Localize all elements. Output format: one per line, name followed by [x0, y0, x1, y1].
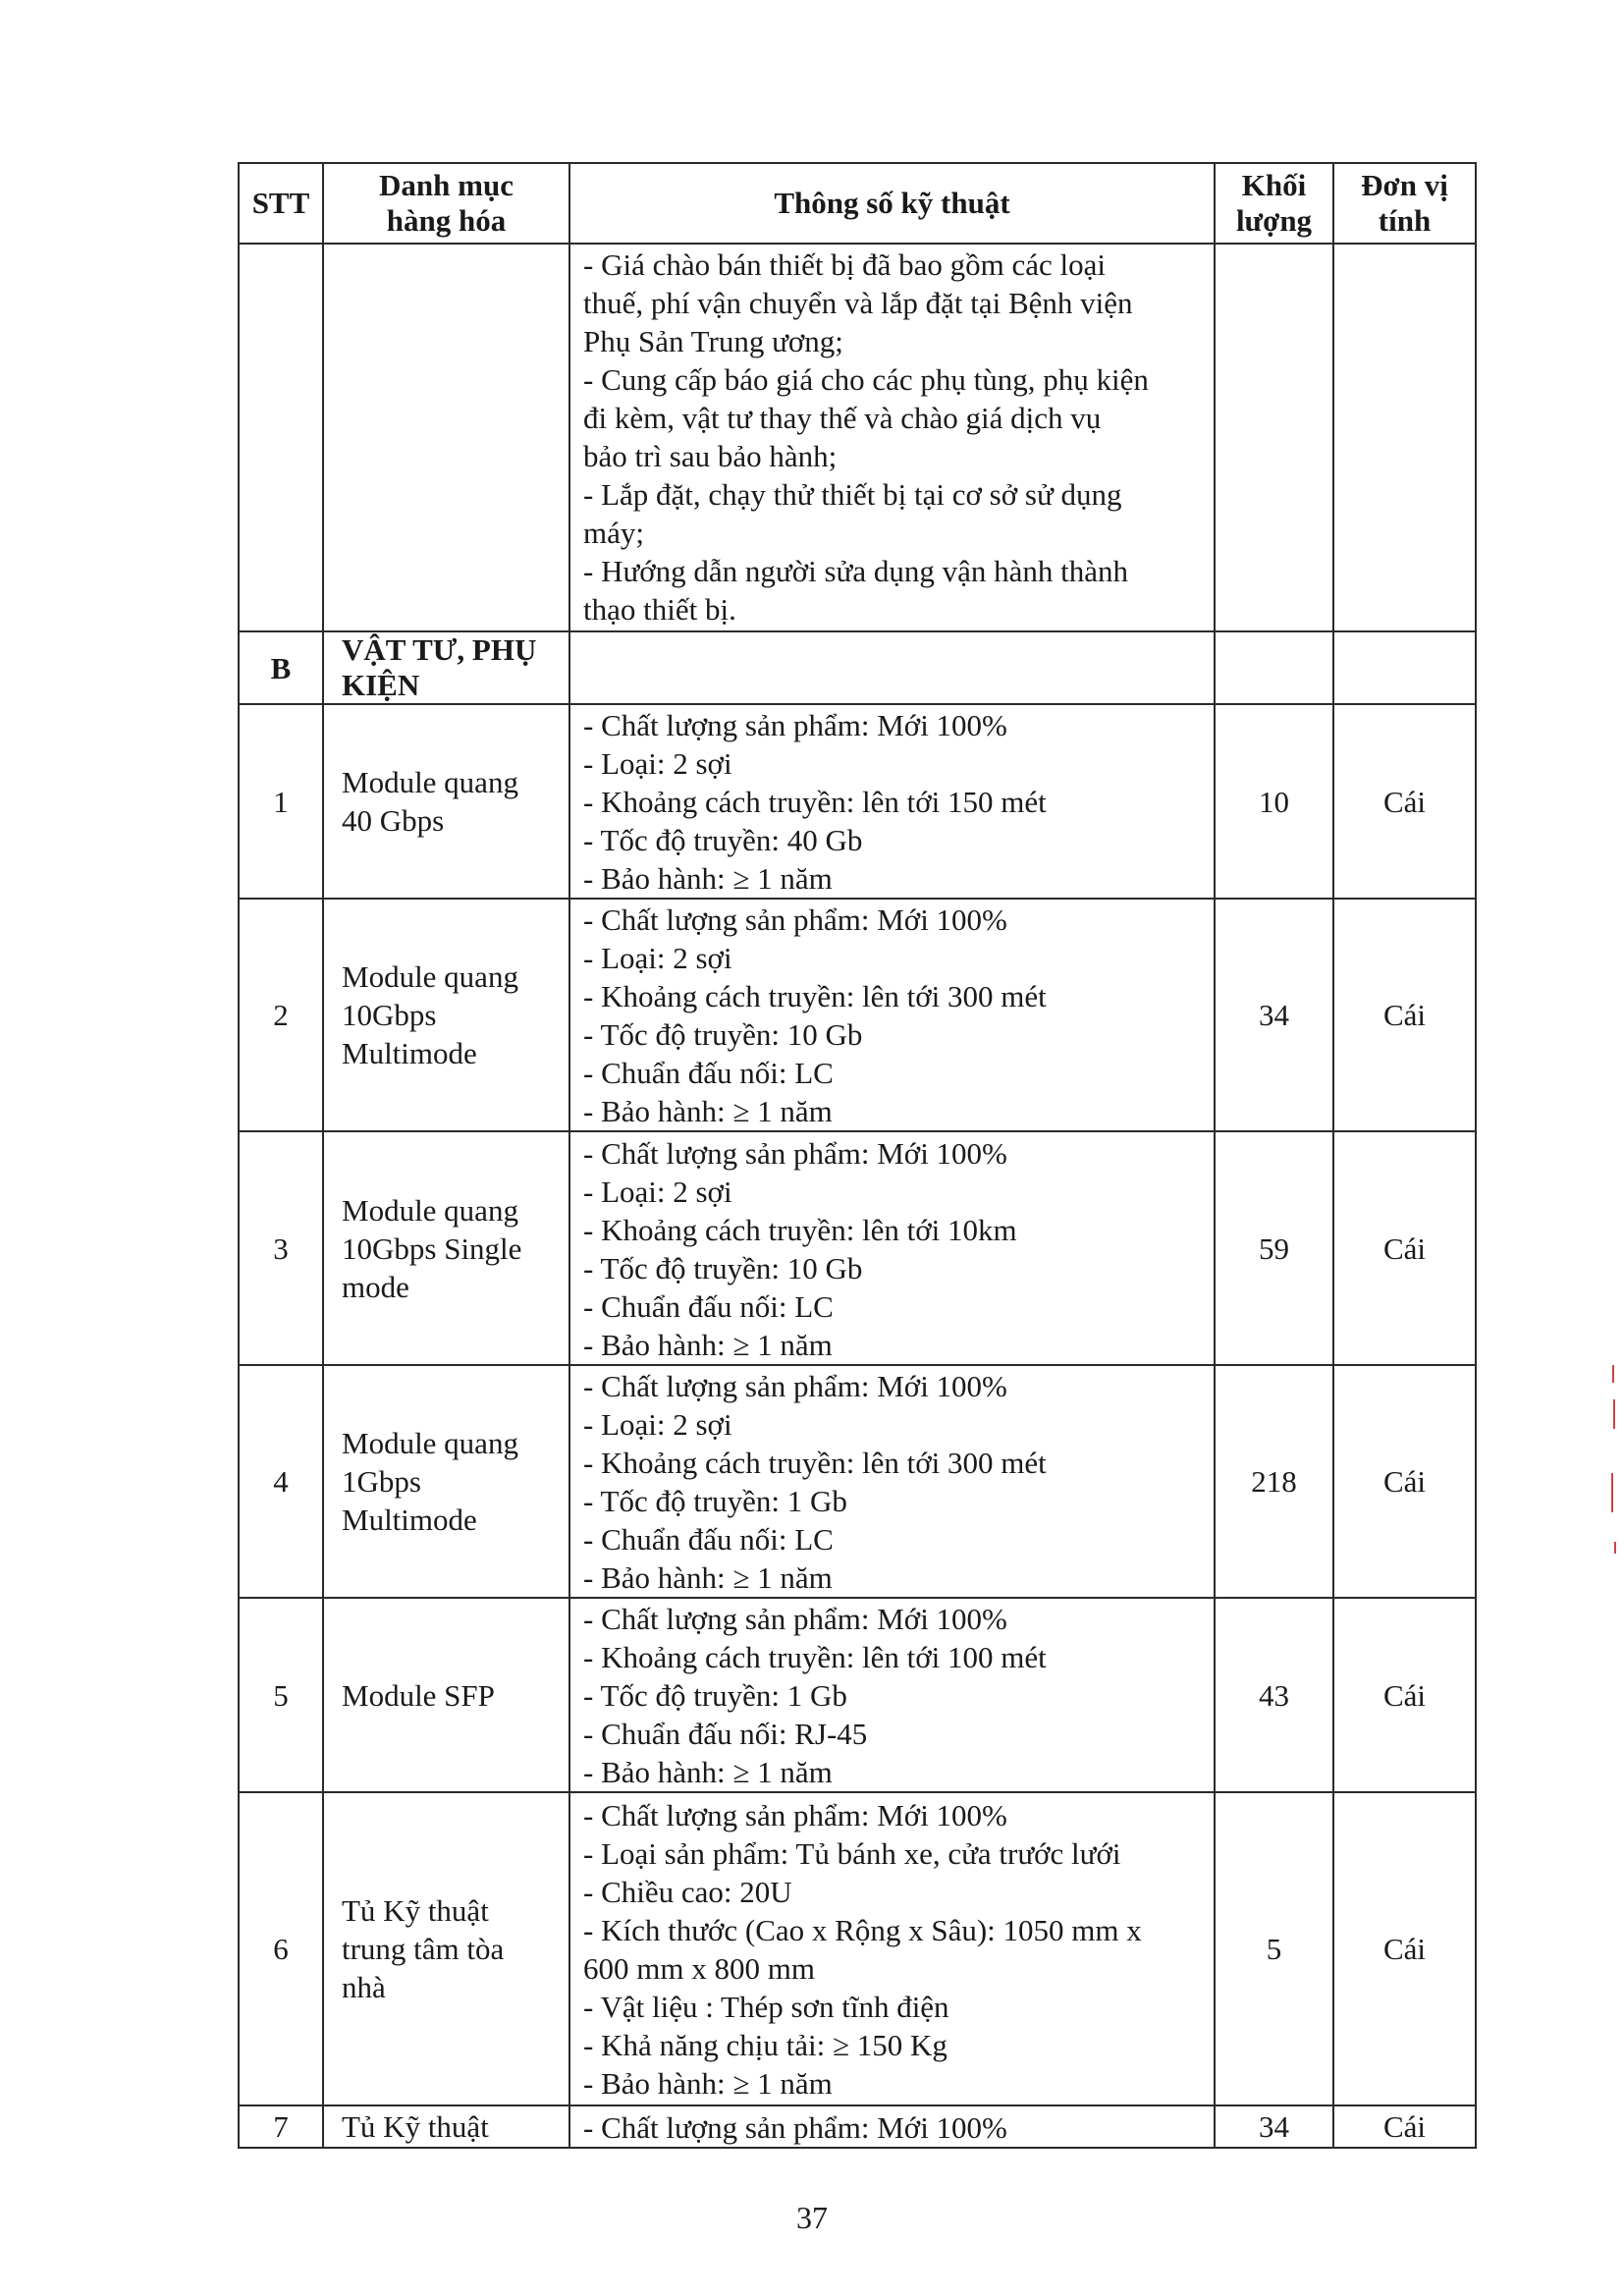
row-item-name: [323, 1792, 569, 2105]
item-name-line: 1Gbps: [342, 1464, 421, 1499]
row-quantity: 218: [1215, 1365, 1333, 1598]
spec-line: - Loại: 2 sợi: [583, 941, 732, 975]
table-row: [239, 2105, 1476, 2148]
row-item-name: [323, 1598, 569, 1792]
table-row: [239, 704, 1476, 899]
margin-mark: [1613, 1399, 1615, 1429]
spec-line: - Kích thước (Cao x Rộng x Sâu): 1050 mm x: [583, 1913, 1142, 1947]
row-quantity: 43: [1215, 1598, 1333, 1792]
row-stt: 1: [239, 704, 323, 899]
continued-unit: [1333, 244, 1476, 631]
row-stt: 7: [239, 2105, 323, 2148]
margin-mark: [1611, 1473, 1613, 1512]
row-specs: [569, 2105, 1215, 2148]
row-unit: Cái: [1333, 1598, 1476, 1792]
row-stt: 3: [239, 1131, 323, 1365]
item-name-line: Multimode: [342, 1036, 477, 1070]
row-item-name: [323, 1131, 569, 1365]
spec-line: - Khoảng cách truyền: lên tới 100 mét: [583, 1640, 1047, 1674]
continued-name: [323, 244, 569, 631]
spec-line: - Chất lượng sản phẩm: Mới 100%: [583, 708, 1007, 742]
specification-table: [238, 162, 1477, 2149]
spec-line: - Chất lượng sản phẩm: Mới 100%: [583, 902, 1007, 937]
spec-line: - Vật liệu : Thép sơn tĩnh điện: [583, 1990, 949, 2024]
margin-mark: [1614, 1542, 1616, 1554]
table-row: [239, 1365, 1476, 1598]
row-specs: [569, 1365, 1215, 1598]
header-qty: [1215, 163, 1333, 244]
row-specs: [569, 1131, 1215, 1365]
header-spec: Thông số kỹ thuật: [569, 163, 1215, 244]
spec-line: Phụ Sản Trung ương;: [583, 324, 843, 358]
spec-line: - Giá chào bán thiết bị đã bao gồm các loại: [583, 247, 1106, 282]
item-name-line: Module quang: [342, 765, 518, 799]
spec-line: - Hướng dẫn người sửa dụng vận hành thành: [583, 554, 1128, 588]
row-item-name: [323, 899, 569, 1131]
spec-line: - Bảo hành: ≥ 1 năm: [583, 1094, 833, 1128]
item-name-line: Multimode: [342, 1503, 477, 1537]
section-unit: [1333, 631, 1476, 704]
spec-line: - Chuẩn đấu nối: LC: [583, 1522, 834, 1557]
spec-line: - Khoảng cách truyền: lên tới 300 mét: [583, 979, 1047, 1013]
header-stt: STT: [239, 163, 323, 244]
spec-line: - Chuẩn đấu nối: LC: [583, 1288, 834, 1324]
spec-line: - Tốc độ truyền: 1 Gb: [583, 1678, 847, 1713]
item-name-line: 40 Gbps: [342, 803, 445, 838]
row-quantity: 59: [1215, 1131, 1333, 1365]
spec-line: - Lắp đặt, chạy thử thiết bị tại cơ sở sử dụng: [583, 477, 1122, 512]
spec-line: - Chuẩn đấu nối: RJ-45: [583, 1717, 868, 1751]
item-name-line: Tủ Kỹ thuật: [342, 2109, 489, 2144]
row-stt: 5: [239, 1598, 323, 1792]
spec-line: - Khoảng cách truyền: lên tới 10km: [583, 1212, 1017, 1247]
spec-line: - Loại: 2 sợi: [583, 1407, 732, 1442]
table-body: [239, 244, 1476, 2148]
spec-line: - Khả năng chịu tải: ≥ 150 Kg: [583, 2028, 947, 2062]
continued-stt: [239, 244, 323, 631]
spec-line: - Bảo hành: ≥ 1 năm: [583, 1560, 833, 1595]
row-item-name: [323, 704, 569, 899]
spec-line: thạo thiết bị.: [583, 592, 736, 627]
spec-line: - Loại: 2 sợi: [583, 746, 732, 781]
row-specs: [569, 704, 1215, 899]
row-specs: [569, 1598, 1215, 1792]
section-spec: [569, 631, 1215, 704]
header-unit-line: tính: [1378, 203, 1432, 238]
row-stt: 4: [239, 1365, 323, 1598]
row-specs: [569, 1792, 1215, 2105]
spec-line: thuế, phí vận chuyển và lắp đặt tại Bệnh viện: [583, 286, 1133, 320]
margin-mark: [1612, 1365, 1614, 1383]
table-row: [239, 899, 1476, 1131]
spec-line: - Chuẩn đấu nối: LC: [583, 1056, 834, 1090]
section-row: [239, 631, 1476, 704]
item-name-line: trung tâm tòa: [342, 1932, 505, 1966]
row-quantity: 10: [1215, 704, 1333, 899]
spec-line: - Chất lượng sản phẩm: Mới 100%: [583, 1369, 1007, 1403]
spec-line: - Tốc độ truyền: 10 Gb: [583, 1250, 863, 1285]
header-unit: [1333, 163, 1476, 244]
section-title: [323, 631, 569, 704]
row-item-name: [323, 2105, 569, 2148]
header-item: [323, 163, 569, 244]
header-item-line: hàng hóa: [386, 203, 507, 238]
item-name-line: Module quang: [342, 959, 518, 994]
spec-line: - Khoảng cách truyền: lên tới 150 mét: [583, 785, 1047, 819]
row-quantity: 34: [1215, 2105, 1333, 2148]
spec-line: đi kèm, vật tư thay thế và chào giá dịch vụ: [583, 401, 1102, 435]
item-name-line: nhà: [342, 1970, 386, 2004]
spec-line: - Tốc độ truyền: 40 Gb: [583, 823, 863, 857]
spec-line: - Loại sản phẩm: Tủ bánh xe, cửa trước lưới: [583, 1836, 1121, 1871]
spec-line: - Chất lượng sản phẩm: Mới 100%: [583, 1135, 1007, 1171]
spec-line: - Cung cấp báo giá cho các phụ tùng, phụ kiện: [583, 362, 1149, 397]
spec-line: máy;: [583, 516, 644, 550]
section-title-line: VẬT TƯ, PHỤ: [342, 632, 537, 667]
section-id: B: [239, 631, 323, 704]
item-name-line: Module quang: [342, 1426, 518, 1460]
item-name-line: 10Gbps Single: [342, 1230, 522, 1266]
spec-line: - Chiều cao: 20U: [583, 1875, 792, 1909]
row-specs: [569, 899, 1215, 1131]
row-quantity: 5: [1215, 1792, 1333, 2105]
spec-line: - Chất lượng sản phẩm: Mới 100%: [583, 1798, 1007, 1832]
continued-row: [239, 244, 1476, 631]
header-unit-line: Đơn vị: [1361, 168, 1448, 202]
table-row: [239, 1792, 1476, 2105]
section-qty: [1215, 631, 1333, 704]
spec-line: - Tốc độ truyền: 10 Gb: [583, 1017, 863, 1052]
item-name-line: Module quang: [342, 1192, 518, 1228]
page-number: 37: [796, 2200, 828, 2235]
header-item-line: Danh mục: [379, 168, 514, 202]
spec-line: - Loại: 2 sợi: [583, 1174, 732, 1209]
continued-specs: [569, 244, 1215, 631]
row-quantity: 34: [1215, 899, 1333, 1131]
row-unit: Cái: [1333, 1131, 1476, 1365]
item-name-line: Module SFP: [342, 1677, 495, 1713]
row-unit: Cái: [1333, 899, 1476, 1131]
row-unit: Cái: [1333, 1365, 1476, 1598]
spec-line: - Tốc độ truyền: 1 Gb: [583, 1484, 847, 1518]
spec-line: 600 mm x 800 mm: [583, 1951, 815, 1986]
item-name-line: 10Gbps: [342, 998, 437, 1032]
row-item-name: [323, 1365, 569, 1598]
item-name-line: Tủ Kỹ thuật: [342, 1893, 489, 1928]
spec-line: - Bảo hành: ≥ 1 năm: [583, 1755, 833, 1789]
spec-line: bảo trì sau bảo hành;: [583, 439, 838, 473]
header-qty-line: lượng: [1235, 203, 1313, 238]
spec-line: - Khoảng cách truyền: lên tới 300 mét: [583, 1446, 1047, 1480]
row-unit: Cái: [1333, 2105, 1476, 2148]
header-row: [239, 163, 1476, 244]
spec-line: - Bảo hành: ≥ 1 năm: [583, 861, 833, 896]
row-stt: 6: [239, 1792, 323, 2105]
table-row: [239, 1131, 1476, 1365]
continued-qty: [1215, 244, 1333, 631]
spec-line: - Bảo hành: ≥ 1 năm: [583, 1327, 833, 1362]
table-header: [239, 163, 1476, 244]
item-name-line: mode: [342, 1269, 409, 1304]
section-title-line: KIỆN: [342, 668, 420, 702]
table-row: [239, 1598, 1476, 1792]
row-unit: Cái: [1333, 704, 1476, 899]
header-qty-line: Khối: [1241, 168, 1307, 202]
spec-line: - Chất lượng sản phẩm: Mới 100%: [583, 1602, 1007, 1636]
row-stt: 2: [239, 899, 323, 1131]
spec-line: - Bảo hành: ≥ 1 năm: [583, 2066, 833, 2101]
row-unit: Cái: [1333, 1792, 1476, 2105]
spec-line: - Chất lượng sản phẩm: Mới 100%: [583, 2109, 1007, 2145]
